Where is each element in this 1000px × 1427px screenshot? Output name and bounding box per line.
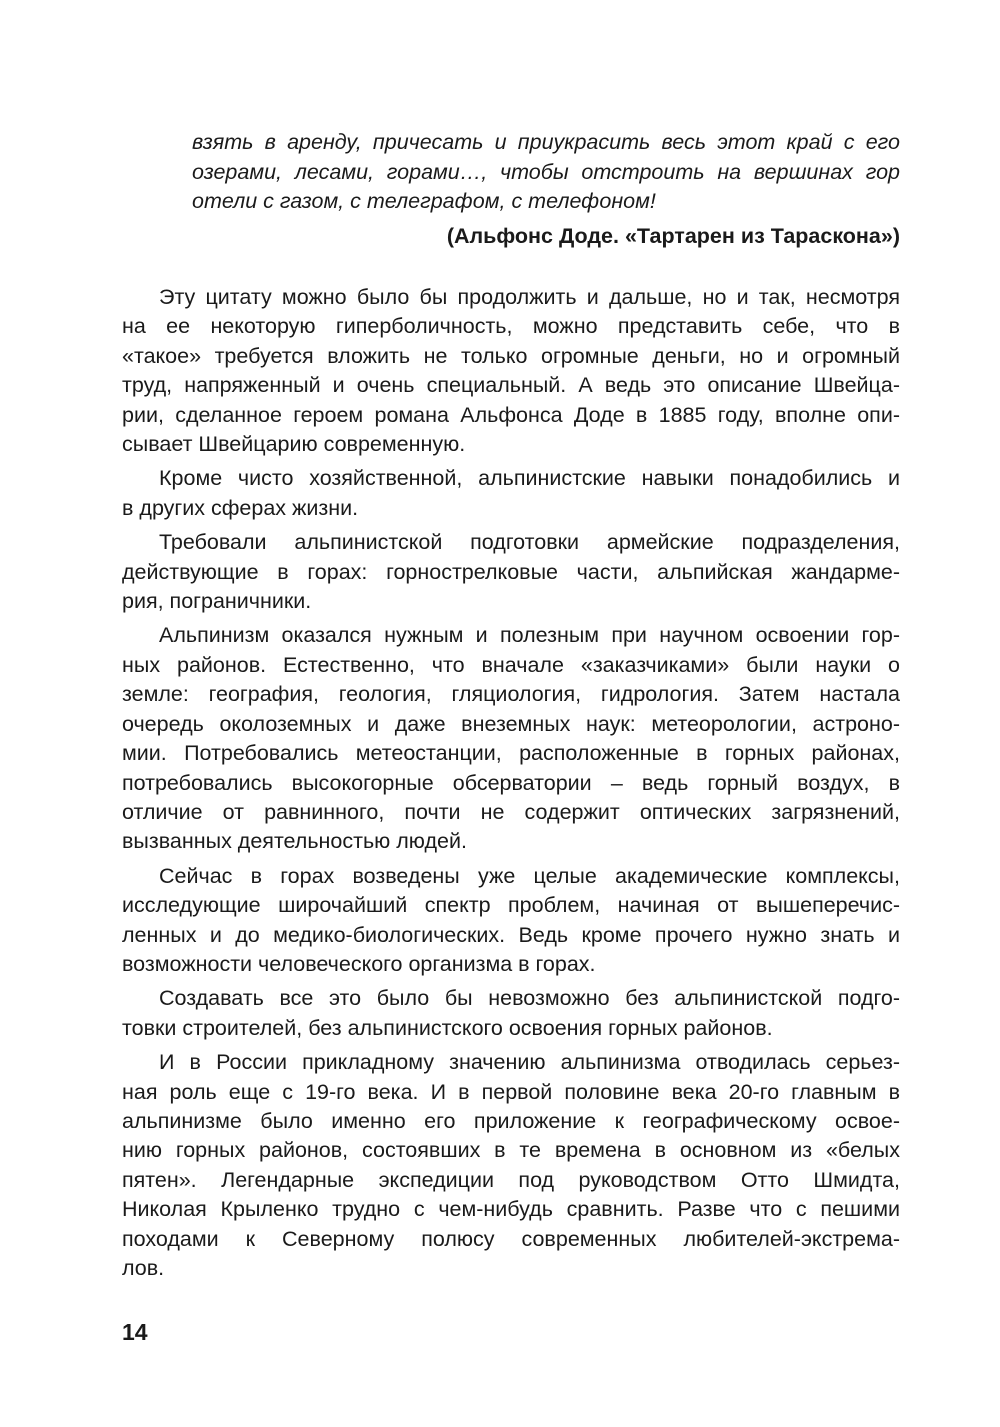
text-line: потребовались высокогорные обсерватории – ведь горный воздух, в — [122, 770, 900, 795]
text-line: Николая Крыленко трудно с чем-нибудь сравнить. Разве что с пешими — [122, 1197, 900, 1222]
body-text — [122, 283, 900, 1288]
text-line: рия, пограничники. — [122, 589, 312, 614]
epigraph-line: озерами, лесами, горами…, чтобы отстроить на вершинах гор — [192, 159, 900, 184]
page-number: 14 — [122, 1319, 148, 1345]
epigraph-line: отели с газом, с телеграфом, с телефоном! — [192, 189, 656, 213]
text-line: действующие в горах: горнострелковые части, альпийская жандарме- — [122, 559, 900, 584]
text-line: ленных и до медико-биологических. Ведь кроме прочего нужно знать и — [122, 922, 900, 947]
text-line: возможности человеческого организма в горах. — [122, 951, 596, 976]
text-line: вызванных деятельностью людей. — [122, 829, 467, 854]
text-line: на ее некоторую гиперболичность, можно представить себе, что в — [122, 314, 900, 339]
text-line: пятен». Легендарные экспедиции под руководством Отто Шмидта, — [122, 1167, 900, 1192]
text-line: Создавать все это было бы невозможно без альпинистской подго- — [159, 986, 900, 1011]
text-line: нию горных районов, состоявших в те времена в основном из «белых — [122, 1138, 900, 1163]
text-line: походами к Северному полюсу современных любителей-экстрема- — [122, 1226, 900, 1251]
text-line: земле: география, геология, гляциология, гидрология. Затем настала — [122, 682, 900, 707]
text-line: товки строителей, без альпинистского освоения горных районов. — [122, 1015, 773, 1040]
text-line: альпинизме было именно его приложение к географическому освое- — [122, 1108, 900, 1133]
text-line: лов. — [122, 1256, 165, 1280]
text-line: Сейчас в горах возведены уже целые академические комплексы, — [159, 863, 900, 888]
text-line: Кроме чисто хозяйственной, альпинистские навыки понадобились и — [159, 466, 900, 491]
paragraph — [122, 862, 900, 980]
text-line: Альпинизм оказался нужным и полезным при научном освоении гор- — [159, 623, 900, 648]
text-line: Требовали альпинистской подготовки армейские подразделения, — [159, 530, 900, 555]
text-line: ная роль еще с 19-го века. И в первой половине века 20-го главным в — [122, 1079, 900, 1104]
paragraph — [122, 984, 900, 1043]
text-line: «такое» требуется вложить не только огромные деньги, но и огромный — [122, 343, 900, 368]
text-line: И в России прикладному значению альпинизма отводилась серьез- — [159, 1050, 900, 1075]
text-line: мии. Потребовались метеостанции, расположенные в горных районах, — [122, 741, 900, 766]
text-line: труд, напряженный и очень специальный. А ведь это описание Швейца- — [122, 373, 900, 398]
text-line: Эту цитату можно было бы продолжить и дальше, но и так, несмотря — [159, 285, 900, 309]
text-line: рии, сделанное героем романа Альфонса Доде в 1885 году, вполне опи- — [122, 402, 900, 427]
paragraph — [122, 464, 900, 523]
paragraph — [122, 528, 900, 616]
text-line: исследующие широчайший спектр проблем, начиная от вышеперечис- — [122, 893, 900, 918]
text-line: в других сферах жизни. — [122, 495, 359, 520]
paragraph — [122, 283, 900, 459]
text-line: отличие от равнинного, почти не содержит оптических загрязнений, — [122, 799, 900, 824]
epigraph-line: взять в аренду, причесать и приукрасить весь этот край с его — [192, 130, 900, 154]
epigraph-attribution: (Альфонс Доде. «Тартарен из Тараскона») — [446, 224, 900, 248]
text-line: ных районов. Естественно, что вначале «заказчиками» были науки о — [122, 652, 900, 677]
paragraph — [122, 621, 900, 856]
epigraph-quote — [192, 128, 900, 217]
paragraph — [122, 1048, 900, 1283]
text-line: сывает Швейцарию современную. — [122, 432, 466, 457]
text-line: очередь околоземных и даже внеземных наук: метеорологии, астроно- — [122, 711, 900, 736]
